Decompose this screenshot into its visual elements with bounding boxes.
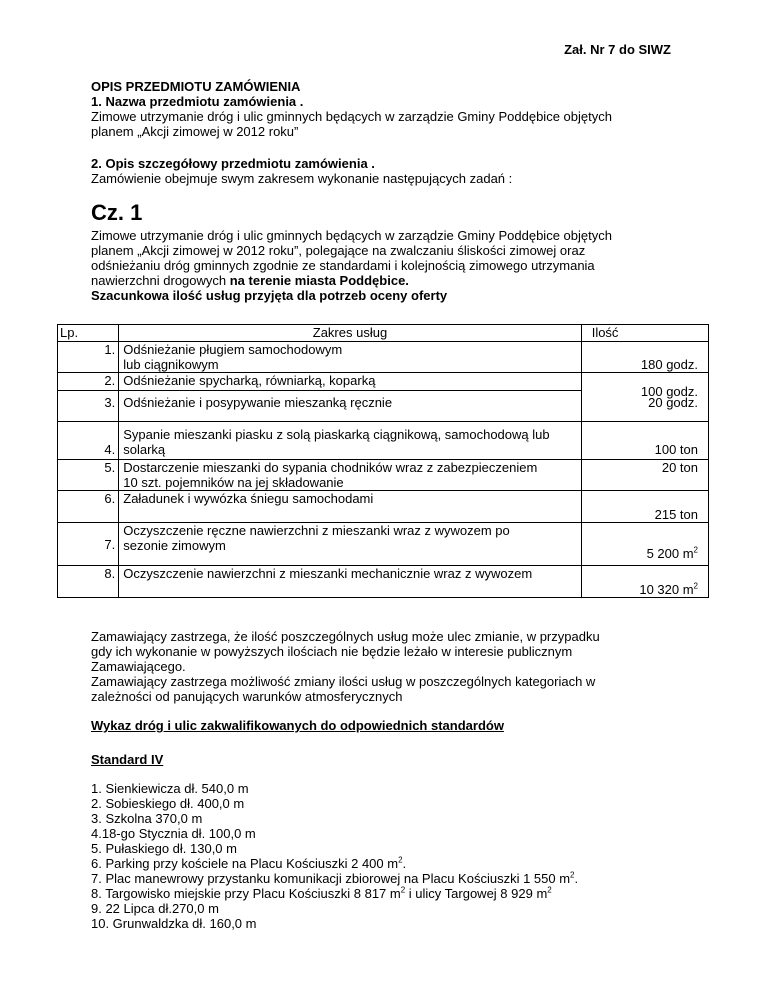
- list-item-dot: .: [402, 856, 407, 871]
- list-item-text: 6. Parking przy kościele na Placu Kościuszki 2 400 m: [91, 856, 399, 871]
- row-qty: [581, 373, 708, 399]
- header-lp: Lp.: [58, 325, 119, 342]
- row-number: 8.: [58, 566, 119, 598]
- table-header-row: [58, 325, 709, 342]
- row-number: 3.: [58, 391, 119, 422]
- row-qty-text: 100 godz.: [640, 383, 698, 399]
- note-line: gdy ich wykonanie w powyższych ilościach nie będzie leżało w interesie publicznym: [91, 644, 573, 659]
- note-line: Zamawiający zastrzega, że ilość poszczególnych usług może ulec zmianie, w przypadku: [91, 629, 600, 644]
- section-2-text-line: Zamówienie obejmuje swym zakresem wykonanie następujących zadań :: [91, 171, 513, 186]
- note-line: Zamawiający zastrzega możliwość zmiany ilości usług w poszczególnych kategoriach w: [91, 674, 596, 689]
- list-item: 4.18-go Stycznia dł. 100,0 m: [91, 826, 256, 841]
- row-number: 1.: [58, 342, 119, 373]
- row-qty-sup: 2: [693, 545, 698, 555]
- section-1-heading: 1. Nazwa przedmiotu zamówienia .: [91, 94, 304, 109]
- list-item: 2. Sobieskiego dł. 400,0 m: [91, 796, 245, 811]
- row-scope-line: Oczyszczenie ręczne nawierzchni z mieszanki wraz z wywozem po: [123, 523, 510, 538]
- table-row: [58, 422, 709, 460]
- row-qty-sup: 2: [693, 581, 698, 591]
- part-text-line: odśnieżaniu dróg gminnych zgodnie ze standardami i kolejnością zimowego utrzymania: [91, 258, 595, 273]
- row-qty-text: 10 320 m: [639, 582, 694, 597]
- row-qty: [581, 523, 708, 566]
- section-2: [91, 156, 691, 186]
- row-scope-line: 10 szt. pojemników na jej składowanie: [123, 475, 344, 490]
- row-number: 4.: [58, 422, 119, 460]
- section-1-text-line: planem „Akcji zimowej w 2012 roku”: [91, 124, 299, 139]
- row-scope-line: Sypanie mieszanki piasku z solą piaskarką ciągnikową, samochodową lub: [123, 427, 550, 442]
- superscript: 2: [400, 885, 406, 895]
- row-scope-line: Odśnieżanie pługiem samochodowym: [123, 342, 343, 357]
- section-1-text-line: Zimowe utrzymanie dróg i ulic gminnych będących w zarządzie Gminy Poddębice objętych: [91, 109, 612, 124]
- row-scope: Odśnieżanie i posypywanie mieszanką ręcznie: [119, 391, 581, 422]
- list-item-text: 8. Targowisko miejskie przy Placu Kościuszki 8 817 m: [91, 886, 401, 901]
- part-text-plain: nawierzchni drogowych: [91, 273, 230, 288]
- row-scope: Odśnieżanie spycharką, równiarką, koparką: [119, 373, 581, 391]
- header-scope: Zakres usług: [119, 325, 581, 342]
- list-item: [91, 886, 711, 901]
- note-line: zależności od panujących warunków atmosferycznych: [91, 689, 403, 704]
- attachment-reference: Zał. Nr 7 do SIWZ: [564, 42, 671, 57]
- roads-heading: Wykaz dróg i ulic zakwalifikowanych do odpowiednich standardów: [91, 718, 504, 733]
- row-qty: 100 ton: [581, 422, 708, 460]
- list-item: [91, 856, 711, 871]
- header-qty: Ilość: [581, 325, 708, 342]
- document-title: OPIS PRZEDMIOTU ZAMÓWIENIA: [91, 79, 301, 94]
- estimate-heading: Szacunkowa ilość usług przyjęta dla potrzeb oceny oferty: [91, 288, 448, 303]
- notes-section: [91, 629, 711, 704]
- superscript: 2: [570, 870, 575, 880]
- part-text-line: Zimowe utrzymanie dróg i ulic gminnych będących w zarządzie Gminy Poddębice objętych: [91, 228, 612, 243]
- roads-list: [91, 781, 711, 931]
- row-scope: Załadunek i wywózka śniegu samochodami: [119, 491, 581, 523]
- list-item: 3. Szkolna 370,0 m: [91, 811, 203, 826]
- list-item-text: i ulicy Targowej 8 929 m: [405, 886, 548, 901]
- row-qty-text: 5 200 m: [646, 546, 694, 561]
- services-table: [57, 324, 709, 598]
- row-number: 5.: [58, 460, 119, 491]
- row-number: 2.: [58, 373, 119, 391]
- row-qty: 180 godz.: [581, 342, 708, 373]
- row-qty: 20 godz.: [581, 391, 708, 422]
- row-number: 6.: [58, 491, 119, 523]
- list-item-dot: .: [574, 871, 579, 886]
- table-row: [58, 523, 709, 566]
- table-row: [58, 566, 709, 598]
- row-scope-line: lub ciągnikowym: [123, 357, 219, 372]
- row-scope: [119, 342, 581, 373]
- row-scope-line: sezonie zimowym: [123, 538, 226, 553]
- list-item: 9. 22 Lipca dł.270,0 m: [91, 901, 219, 916]
- section-2-heading: 2. Opis szczegółowy przedmiotu zamówienia .: [91, 156, 375, 171]
- intro-section: [91, 79, 691, 139]
- list-item: 1. Sienkiewicza dł. 540,0 m: [91, 781, 249, 796]
- superscript: 2: [547, 885, 552, 895]
- standard-heading: Standard IV: [91, 752, 164, 767]
- table-row: [58, 491, 709, 523]
- superscript: 2: [398, 855, 403, 865]
- table-row: [58, 460, 709, 491]
- table-row: [58, 342, 709, 373]
- list-item: 5. Pułaskiego dł. 130,0 m: [91, 841, 237, 856]
- part-text-bold: na terenie miasta Poddębice.: [229, 273, 409, 288]
- row-scope: [119, 523, 581, 566]
- row-scope: Oczyszczenie nawierzchni z mieszanki mechanicznie wraz z wywozem: [119, 566, 581, 598]
- part-description: [91, 228, 691, 303]
- row-qty: [581, 566, 708, 598]
- part-text-line: planem „Akcji zimowej w 2012 roku”, polegające na zwalczaniu śliskości zimowej oraz: [91, 243, 586, 258]
- row-qty: 20 ton: [581, 460, 708, 491]
- note-line: Zamawiającego.: [91, 659, 186, 674]
- list-item-text: 7. Plac manewrowy przystanku komunikacji zbiorowej na Placu Kościuszki 1 550 m: [91, 871, 571, 886]
- part-title: Cz. 1: [91, 200, 143, 225]
- row-number: 7.: [58, 523, 119, 566]
- row-scope: [119, 422, 581, 460]
- list-item: 10. Grunwaldzka dł. 160,0 m: [91, 916, 257, 931]
- list-item: [91, 871, 711, 886]
- row-scope-line: Dostarczenie mieszanki do sypania chodników wraz z zabezpieczeniem: [123, 460, 538, 475]
- row-scope: [119, 460, 581, 491]
- table-row: [58, 373, 709, 391]
- row-scope-line: solarką: [123, 442, 166, 457]
- part-text-line: [91, 273, 691, 288]
- row-qty: 215 ton: [581, 491, 708, 523]
